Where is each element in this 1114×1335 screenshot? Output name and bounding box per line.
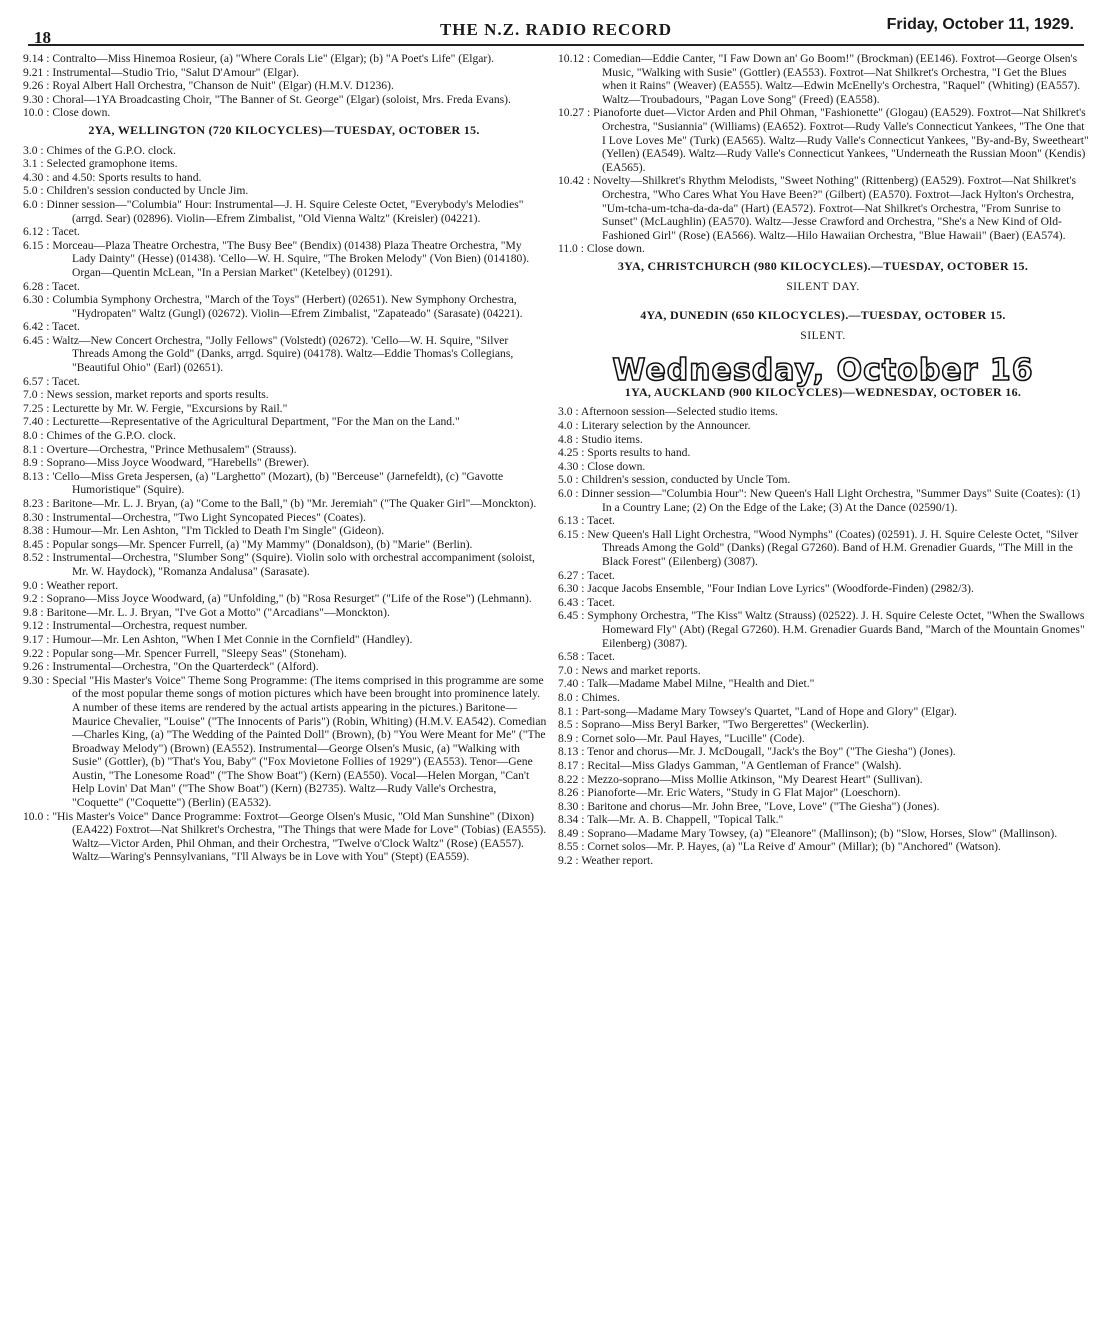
entry-time: 5.0	[23, 184, 38, 198]
entry-text: Morceau—Plaza Theatre Orchestra, "The Busy Bee" (Bendix) (01438) Plaza Theatre Orchestra, "My Lady Dainty" (Hesse) (01438). 'Cello—W. H. Squire, "The Broken Melody" (Von Bien) (014180). Organ—Quentin McLean, "In a Persian Market" (Ketelbey) (01291).	[52, 238, 530, 279]
entry-text: Columbia Symphony Orchestra, "March of the Toys" (Herbert) (02651). New Symphony Orchestra, "Hydropaten" Waltz (Gungl) (02672). Violin—Efrem Zimbalist, "Zapateado" (Sarasate) (04221).	[52, 293, 523, 320]
entry-time: 8.0	[23, 429, 38, 443]
time-separator: :	[43, 524, 53, 538]
programme-entry	[556, 473, 1090, 487]
time-separator: :	[578, 799, 588, 813]
time-separator: :	[37, 578, 47, 592]
entry-time: 9.26	[23, 660, 44, 674]
entry-text: Humour—Mr. Len Ashton, "When I Met Connie in the Cornfield" (Handley).	[52, 632, 413, 646]
entry-time: 9.0	[23, 578, 38, 592]
entry-text: New Queen's Hall Light Orchestra, "Wood Nymphs" (Coates) (02591). J. H. Squire Celeste Octet, "Silver Threads Among the Gold" (Danks) (Regal G7260). Band of H.M. Grenadier Guards, "The Mill in the Black Forest" (Eilenberg) (3087).	[587, 527, 1079, 568]
entry-time: 8.13	[558, 745, 579, 759]
entry-time: 8.23	[23, 497, 44, 510]
entry-text: Instrumental—Orchestra, "On the Quarterdeck" (Alford).	[52, 660, 319, 674]
time-separator: :	[43, 673, 53, 687]
entry-text: Chimes.	[581, 690, 620, 704]
programme-entry	[556, 759, 1090, 773]
programme-entry	[20, 171, 548, 185]
programme-entry	[556, 609, 1090, 650]
time-separator: :	[572, 854, 582, 868]
entry-time: 4.0	[558, 419, 573, 433]
programme-entry	[20, 239, 548, 280]
programme-entry	[20, 280, 548, 294]
time-separator: :	[578, 758, 588, 772]
entry-time: 6.43	[558, 595, 579, 609]
programme-entry	[556, 677, 1090, 691]
time-separator: :	[572, 731, 582, 745]
entry-time: 8.45	[23, 537, 44, 551]
entry-text: Studio items.	[581, 432, 643, 446]
entry-time: 5.0	[558, 473, 573, 487]
entry-time: 9.21	[23, 65, 44, 79]
entry-text: Weather report.	[581, 854, 654, 868]
programme-entry	[20, 633, 548, 647]
time-separator: :	[37, 456, 47, 470]
time-separator: :	[572, 718, 582, 732]
programme-entry	[20, 647, 548, 661]
entry-time: 6.30	[23, 293, 44, 307]
programme-entry	[20, 157, 548, 171]
programme-entry	[556, 691, 1090, 705]
entry-time: 4.30	[558, 459, 579, 473]
entry-text: Recital—Miss Gladys Gamman, "A Gentleman of France" (Walsh).	[587, 758, 902, 772]
entry-time: 8.55	[558, 840, 579, 854]
entry-text: Baritone and chorus—Mr. John Bree, "Love, Love" ("The Giesha") (Jones).	[587, 799, 940, 813]
programme-entry	[20, 810, 548, 864]
programme-entry	[556, 596, 1090, 610]
programme-entry	[20, 619, 548, 633]
programme-entry	[20, 592, 548, 606]
programme-entry	[20, 334, 548, 375]
entry-text: News and market reports.	[581, 663, 701, 677]
entry-text: Soprano—Miss Joyce Woodward, (a) "Unfolding," (b) "Rosa Resurget" ("Life of the Rose") (Lehmann).	[46, 592, 532, 606]
entry-time: 4.30	[23, 170, 44, 184]
programme-entry	[556, 827, 1090, 841]
entry-time: 7.40	[23, 415, 44, 429]
time-separator: :	[43, 401, 53, 415]
time-separator: :	[578, 609, 588, 623]
entry-text: Instrumental—Studio Trio, "Salut D'Amour" (Elgar).	[52, 65, 299, 79]
time-separator: :	[578, 786, 588, 800]
publication-title: THE N.Z. RADIO RECORD	[439, 20, 673, 39]
programme-entry	[20, 388, 548, 402]
entry-time: 6.45	[558, 609, 579, 623]
station-note: SILENT.	[800, 328, 846, 342]
day-heading: Wednesday, October 16	[612, 353, 1034, 389]
time-separator: :	[43, 537, 53, 551]
programme-entry	[20, 106, 548, 120]
entry-time: 8.49	[558, 826, 579, 840]
time-separator: :	[37, 442, 47, 456]
entry-time: 8.30	[558, 799, 579, 813]
entry-text: Close down.	[587, 459, 646, 473]
entry-time: 6.30	[558, 582, 579, 596]
entry-time: 8.9	[558, 731, 573, 745]
entry-text: Soprano—Miss Beryl Barker, "Two Bergerettes" (Weckerlin).	[581, 718, 870, 732]
entry-text: Literary selection by the Announcer.	[581, 419, 751, 433]
entry-text: Talk—Madame Mabel Milne, "Health and Diet."	[587, 677, 815, 691]
time-separator: :	[43, 551, 53, 565]
programme-entry	[556, 786, 1090, 800]
entry-text: Baritone—Mr. L. J. Bryan, (a) "Come to the Ball," (b) "Mr. Jeremiah" ("The Quaker Girl"—Monckton).	[52, 497, 537, 510]
entry-text: Humour—Mr. Len Ashton, "I'm Tickled to Death I'm Single" (Gideon).	[52, 524, 385, 538]
entry-time: 3.1	[23, 157, 38, 171]
entry-time: 8.0	[558, 690, 573, 704]
time-separator: :	[572, 473, 582, 487]
entry-text: Soprano—Miss Joyce Woodward, "Harebells" (Brewer).	[46, 456, 310, 470]
entry-time: 9.12	[23, 619, 44, 633]
time-separator: :	[43, 497, 53, 510]
entry-text: Symphony Orchestra, "The Kiss" Waltz (Strauss) (02522). J. H. Squire Celeste Octet, "When the Swallows Homeward Fly" (Abt) (Regal G7260). H.M. Grenadier Guards Band, "March of the Mountain Gnomes" Eilenberg) (3087).	[587, 609, 1085, 650]
time-separator: :	[572, 487, 582, 501]
entry-time: 6.27	[558, 568, 579, 582]
time-separator: :	[572, 419, 582, 433]
programme-entry	[556, 840, 1090, 854]
entry-text: Pianoforte duet—Victor Arden and Phil Ohman, "Fashionette" (Glogau) (EA529). Foxtrot—Nat Shilkret's Orchestra, "Susiannia" (Williams) (EA652). Foxtrot—Rudy Valle's Connecticut Yankees, "The One that I Love Loves Me" (Turk) (EA565). Waltz—Rudy Valle's Connecticut Yankees, "By-and-By, Sweetheart" (Yellen) (EA549). Waltz—Rudy Valle's Connecticut Yankees, "Underneath the Russian Moon" (Kendis) (EA565).	[593, 106, 1089, 174]
programme-entry	[20, 144, 548, 158]
entry-time: 8.13	[23, 469, 44, 483]
entry-text: Children's session conducted by Uncle Jim.	[46, 184, 249, 198]
entry-text: Pianoforte—Mr. Eric Waters, "Study in G Flat Major" (Loeschorn).	[587, 786, 901, 800]
entry-text: Special "His Master's Voice" Theme Song Programme: (The items comprised in this programme are some of the most popular theme songs of motion pictures which have been brought into prominence lately. A number of these items are rendered by the actual artists appearing in the pictures.) Baritone—Maurice Chevalier, "Louise" ("The Innocents of Paris") (Robin, Whiting) (H.M.V. EA542). Comedian—Charles King, (a) "The Wedding of the Painted Doll" (Brown), (b) "You Were Meant for Me" ("The Broadway Melody") (Brown) (EA552). Instrumental—George Olsen's Music, (a) "Walking with Susie" (Gottler), (b) "That's You, Baby" ("Fox Movietone Follies of 1929") (EA553). Tenor—Gene Austin, "The Lonesome Road" ("The Show Boat") (Kern) (EA550). Vocal—Helen Morgan, "Can't Help Lovin' Dat Man" ("The Show Boat") (Kern) (B2735). Waltz—Rudy Valle's Orchestra, "Coquette" ("Coquette") (Berlin) (EA532).	[52, 673, 547, 810]
entry-text: Afternoon session—Selected studio items.	[580, 405, 778, 419]
programme-entry	[20, 198, 548, 225]
programme-entry	[556, 460, 1090, 474]
time-separator: :	[37, 184, 47, 198]
entry-text: Royal Albert Hall Orchestra, "Chanson de Nuit" (Elgar) (H.M.V. D1236).	[52, 79, 394, 93]
time-separator: :	[43, 79, 53, 93]
programme-entry	[556, 813, 1090, 827]
time-separator: :	[578, 840, 588, 854]
entry-text: 'Cello—Miss Greta Jespersen, (a) "Larghetto" (Mozart), (b) "Berceuse" (Jarnefeldt), (c) "Gavotte Humoristique" (Squire).	[52, 469, 504, 497]
entry-text: Selected gramophone items.	[46, 157, 178, 171]
programme-entry	[20, 52, 548, 66]
station-heading: 1YA, AUCKLAND (900 KILOCYCLES)—WEDNESDAY, OCTOBER 16.	[624, 384, 1022, 399]
entry-text: Choral—1YA Broadcasting Choir, "The Banner of St. George" (Elgar) (soloist, Mrs. Freda Evans).	[52, 92, 511, 106]
entry-text: Close down.	[52, 106, 111, 120]
programme-entry	[556, 433, 1090, 447]
programme-entry	[556, 569, 1090, 583]
time-separator: :	[37, 157, 47, 171]
time-separator: :	[578, 826, 588, 840]
programme-entry	[556, 528, 1090, 569]
programme-entry	[20, 674, 548, 810]
time-separator: :	[572, 663, 582, 677]
entry-time: 8.17	[558, 758, 579, 772]
time-separator: :	[43, 92, 53, 106]
programme-entry	[20, 293, 548, 320]
programme-entry	[20, 551, 548, 578]
entry-text: Children's session, conducted by Uncle Tom.	[581, 473, 791, 487]
time-separator: :	[43, 646, 53, 660]
entry-text: Jacque Jacobs Ensemble, "Four Indian Love Lyrics" (Woodforde-Finden) (2982/3).	[587, 582, 974, 596]
time-separator: :	[584, 52, 594, 65]
time-separator: :	[578, 745, 588, 759]
entry-time: 8.9	[23, 456, 38, 470]
entry-time: 10.27	[558, 106, 585, 120]
entry-text: Waltz—New Concert Orchestra, "Jolly Fellows" (Volstedt) (02672). 'Cello—W. H. Squire, "Silver Threads Among the Gold" (Danks, arrgd. Squire) (04178). Waltz—Eddie Thomas's Collegians, "Beautiful Ohio" (Earl) (02651).	[52, 333, 514, 375]
entry-text: Instrumental—Orchestra, "Two Light Syncopated Pieces" (Coates).	[52, 510, 366, 524]
programme-entry	[20, 66, 548, 80]
entry-time: 6.12	[23, 225, 44, 239]
entry-text: Chimes of the G.P.O. clock.	[46, 429, 176, 443]
time-separator: :	[578, 582, 588, 596]
programme-entry	[556, 514, 1090, 528]
entry-text: Tacet.	[52, 279, 80, 293]
entry-text: Tacet.	[52, 374, 80, 388]
entry-text: Tacet.	[587, 650, 615, 664]
page-number: 18	[34, 28, 51, 47]
time-separator: :	[572, 690, 582, 704]
entry-text: Cornet solos—Mr. P. Hayes, (a) "La Reive d' Amour" (Millar); (b) "Anchored" (Watson).	[587, 840, 1001, 854]
entry-text: Cornet solo—Mr. Paul Hayes, "Lucille" (Code).	[581, 731, 805, 745]
programme-entry	[20, 79, 548, 93]
time-separator: :	[43, 469, 53, 483]
page-header	[28, 10, 1084, 46]
entry-time: 9.17	[23, 632, 44, 646]
entry-time: 8.38	[23, 524, 44, 538]
left-column	[20, 52, 548, 864]
entry-time: 9.26	[23, 79, 44, 93]
station-heading: 4YA, DUNEDIN (650 KILOCYCLES).—TUESDAY, OCTOBER 15.	[640, 308, 1006, 323]
entry-text: Mezzo-soprano—Miss Mollie Atkinson, "My Dearest Heart" (Sullivan).	[587, 772, 923, 786]
time-separator: :	[43, 415, 53, 429]
time-separator: :	[572, 704, 582, 718]
time-separator: :	[572, 432, 582, 446]
programme-entry	[20, 524, 548, 538]
time-separator: :	[578, 595, 588, 609]
programme-entry	[20, 456, 548, 470]
time-separator: :	[577, 242, 587, 256]
entry-time: 9.14	[23, 52, 44, 65]
programme-entry	[20, 415, 548, 429]
programme-entry	[20, 538, 548, 552]
entry-text: Dinner session—"Columbia" Hour: Instrumental—J. H. Squire Celeste Octet, "Everybody's Melodies" (arrgd. Sear) (02896). Violin—Efrem Zimbalist, "Old Vienna Waltz" (Kreisler) (04221).	[46, 197, 524, 225]
entry-time: 8.30	[23, 510, 44, 524]
entry-time: 10.12	[558, 52, 585, 65]
entry-time: 10.42	[558, 174, 585, 188]
entry-time: 8.52	[23, 551, 44, 565]
entry-text: News session, market reports and sports results.	[46, 388, 269, 402]
entry-text: Part-song—Madame Mary Towsey's Quartet, "Land of Hope and Glory" (Elgar).	[581, 704, 957, 718]
time-separator: :	[37, 388, 47, 402]
time-separator: :	[43, 65, 53, 79]
programme-entry	[556, 419, 1090, 433]
entry-time: 6.45	[23, 333, 44, 347]
entry-text: Tacet.	[587, 514, 615, 528]
entry-text: and 4.50: Sports results to hand.	[52, 170, 202, 184]
entry-time: 6.15	[23, 238, 44, 252]
entry-text: Lecturette—Representative of the Agricultural Department, "For the Man on the Land."	[52, 415, 460, 429]
station-heading: 2YA, WELLINGTON (720 KILOCYCLES)—TUESDAY, OCTOBER 15.	[88, 122, 480, 137]
programme-entry	[556, 718, 1090, 732]
entry-time: 9.2	[23, 592, 38, 606]
entry-text: Baritone—Mr. L. J. Bryan, "I've Got a Motto" ("Arcadians"—Monckton).	[46, 605, 390, 619]
entry-time: 9.30	[23, 673, 44, 687]
entry-time: 6.0	[23, 197, 38, 211]
station-note: SILENT DAY.	[786, 279, 860, 293]
entry-time: 7.0	[23, 388, 38, 402]
entry-time: 8.5	[558, 718, 573, 732]
entry-text: Instrumental—Orchestra, "Slumber Song" (Squire). Violin solo with orchestral accompaniment (soloist, Mr. W. Haydock), "Romanza Andalusa" (Sarasate).	[52, 551, 535, 578]
programme-entry	[20, 579, 548, 593]
time-separator: :	[43, 320, 53, 334]
time-separator: :	[43, 809, 53, 823]
time-separator: :	[578, 527, 588, 541]
programme-entry	[556, 52, 1090, 106]
programme-entry	[20, 660, 548, 674]
entry-text: Popular song—Mr. Spencer Furrell, "Sleepy Seas" (Stoneham).	[52, 646, 347, 660]
entry-text: Overture—Orchestra, "Prince Methusalem" (Strauss).	[46, 442, 297, 456]
programme-entry	[20, 443, 548, 457]
entry-text: "His Master's Voice" Dance Programme: Foxtrot—George Olsen's Music, "Old Man Sunshine" (Dixon) (EA422) Foxtrot—Nat Shilkret's Orchestra, "The Things that were Made for Love" (Tobias) (EA555). Waltz—Victor Arden, Phil Ohman, and their Orchestra, "Twelve o'Clock Waltz" (Rose) (EA557). Waltz—Waring's Pennsylvanians, "I'll Always be in Love with You" (Stept) (EA559).	[52, 809, 547, 864]
entry-time: 7.40	[558, 677, 579, 691]
programme-entry	[556, 106, 1090, 174]
entry-time: 8.1	[558, 704, 573, 718]
entry-time: 8.22	[558, 772, 579, 786]
time-separator: :	[37, 143, 47, 157]
programme-entry	[556, 174, 1090, 242]
entry-time: 6.13	[558, 514, 579, 528]
time-separator: :	[578, 813, 588, 827]
entry-time: 11.0	[558, 242, 578, 256]
time-separator: :	[43, 52, 53, 65]
station-heading: 3YA, CHRISTCHURCH (980 KILOCYCLES).—TUESDAY, OCTOBER 15.	[617, 258, 1029, 273]
programme-entry	[556, 705, 1090, 719]
time-separator: :	[578, 568, 588, 582]
entry-time: 6.57	[23, 374, 44, 388]
right-column	[556, 52, 1090, 868]
entry-time: 10.0	[23, 106, 44, 120]
entry-text: Talk—Mr. A. B. Chappell, "Topical Talk."	[587, 813, 784, 827]
entry-text: Sports results to hand.	[587, 446, 691, 460]
time-separator: :	[43, 293, 53, 307]
entry-text: Contralto—Miss Hinemoa Rosieur, (a) "Where Corals Lie" (Elgar); (b) "A Poet's Life" (Elgar).	[52, 52, 495, 65]
entry-time: 6.58	[558, 650, 579, 664]
programme-entry	[20, 184, 548, 198]
time-separator: :	[43, 170, 53, 184]
programme-entry	[20, 470, 548, 497]
time-separator: :	[578, 677, 588, 691]
programme-entry	[20, 402, 548, 416]
entry-text: Dinner session—"Columbia Hour": New Queen's Hall Light Orchestra, "Summer Days" Suite (Coates): (1) In a Country Lane; (2) On the Edge of the Lake; (3) At the Dance (02590/1).	[581, 487, 1081, 514]
time-separator: :	[43, 279, 53, 293]
time-separator: :	[578, 650, 588, 664]
programme-entry	[556, 487, 1090, 514]
entry-time: 6.42	[23, 320, 44, 334]
entry-time: 9.22	[23, 646, 44, 660]
programme-entry	[556, 800, 1090, 814]
programme-entry	[556, 405, 1090, 419]
programme-entry	[556, 664, 1090, 678]
entry-text: Instrumental—Orchestra, request number.	[52, 619, 248, 633]
entry-time: 6.0	[558, 487, 573, 501]
time-separator: :	[37, 605, 47, 619]
programme-entry	[20, 511, 548, 525]
entry-time: 4.25	[558, 446, 579, 460]
entry-time: 9.30	[23, 92, 44, 106]
time-separator: :	[37, 197, 47, 211]
entry-text: Comedian—Eddie Canter, "I Faw Down an' Go Boom!" (Brockman) (EE146). Foxtrot—George Olsen's Music, "Walking with Susie" (Gottler) (EA553). Foxtrot—Nat Shilkret's Orchestra, "I Get the Blues when it Rains" (Weaver) (EA555). Waltz—Edwin McEnelly's Orchestra, "Raquel" (Whiting) (EA557). Waltz—Troubadours, "Pagan Love Song" (Freed) (EA558).	[593, 52, 1081, 106]
entry-time: 7.0	[558, 663, 573, 677]
time-separator: :	[43, 660, 53, 674]
programme-entry	[556, 582, 1090, 596]
entry-time: 3.0	[558, 405, 573, 419]
entry-text: Popular songs—Mr. Spencer Furrell, (a) "My Mammy" (Donaldson), (b) "Marie" (Berlin).	[52, 537, 473, 551]
programme-entry	[20, 320, 548, 334]
entry-text: Novelty—Shilkret's Rhythm Melodists, "Sweet Nothing" (Rittenberg) (EA529). Foxtrot—Nat Shilkret's Orchestra, "Who Cares What You Have Been?" (Gilbert) (EA570). Foxtrot—Jack Hylton's Orchestra, "Um-tcha-um-tcha-da-da-da" (Hart) (EA572). Foxtrot—Nat Shilkret's Orchestra, "From Sunrise to Sunset" (McLaughlin) (EA570). Waltz—Jesse Crawford and Orchestra, "She's a New Kind of Old-Fashioned Girl" (Rose) (EA566). Waltz—Hilo Hawaiian Orchestra, "Blue Hawaii" (Baer) (EA574).	[593, 174, 1077, 242]
entry-text: Tacet.	[52, 225, 80, 239]
time-separator: :	[43, 333, 53, 347]
time-separator: :	[37, 592, 47, 606]
time-separator: :	[584, 174, 594, 188]
programme-entry	[20, 375, 548, 389]
entry-text: Tenor and chorus—Mr. J. McDougall, "Jack's the Boy" ("The Giesha") (Jones).	[587, 745, 956, 759]
time-separator: :	[37, 429, 47, 443]
entry-time: 8.34	[558, 813, 579, 827]
entry-text: Close down.	[586, 242, 645, 256]
programme-entry	[556, 242, 1090, 256]
entry-time: 9.8	[23, 605, 38, 619]
entry-text: Soprano—Madame Mary Towsey, (a) "Eleanore" (Mallinson); (b) "Slow, Horses, Slow" (Mallinson).	[587, 826, 1058, 840]
entry-text: Lecturette by Mr. W. Fergie, "Excursions by Rail."	[52, 401, 288, 415]
programme-entry	[556, 446, 1090, 460]
entry-text: Weather report.	[46, 578, 119, 592]
time-separator: :	[578, 446, 588, 460]
programme-entry	[20, 93, 548, 107]
time-separator: :	[578, 772, 588, 786]
entry-time: 7.25	[23, 401, 44, 415]
programme-entry	[556, 773, 1090, 787]
entry-time: 4.8	[558, 432, 573, 446]
programme-entry	[556, 732, 1090, 746]
programme-entry	[20, 606, 548, 620]
entry-text: Tacet.	[587, 568, 615, 582]
entry-time: 6.28	[23, 279, 44, 293]
time-separator: :	[43, 619, 53, 633]
time-separator: :	[43, 374, 53, 388]
programme-entry	[556, 650, 1090, 664]
entry-text: Tacet.	[52, 320, 80, 334]
issue-date: Friday, October 11, 1929.	[886, 16, 1074, 33]
programme-entry	[556, 854, 1090, 868]
time-separator: :	[43, 106, 53, 120]
time-separator: :	[572, 405, 581, 419]
programme-entry	[20, 429, 548, 443]
entry-text: Chimes of the G.P.O. clock.	[46, 143, 176, 157]
time-separator: :	[578, 514, 588, 528]
time-separator: :	[578, 459, 588, 473]
time-separator: :	[43, 632, 53, 646]
programme-entry	[20, 225, 548, 239]
entry-time: 8.26	[558, 786, 579, 800]
programme-entry	[556, 745, 1090, 759]
time-separator: :	[43, 238, 53, 252]
time-separator: :	[43, 225, 53, 239]
programme-entry	[20, 497, 548, 511]
entry-text: Tacet.	[587, 595, 615, 609]
time-separator: :	[584, 106, 594, 120]
entry-time: 10.0	[23, 809, 44, 823]
entry-time: 6.15	[558, 527, 579, 541]
entry-time: 9.2	[558, 854, 573, 868]
entry-time: 3.0	[23, 143, 38, 157]
time-separator: :	[43, 510, 53, 524]
entry-time: 8.1	[23, 442, 38, 456]
